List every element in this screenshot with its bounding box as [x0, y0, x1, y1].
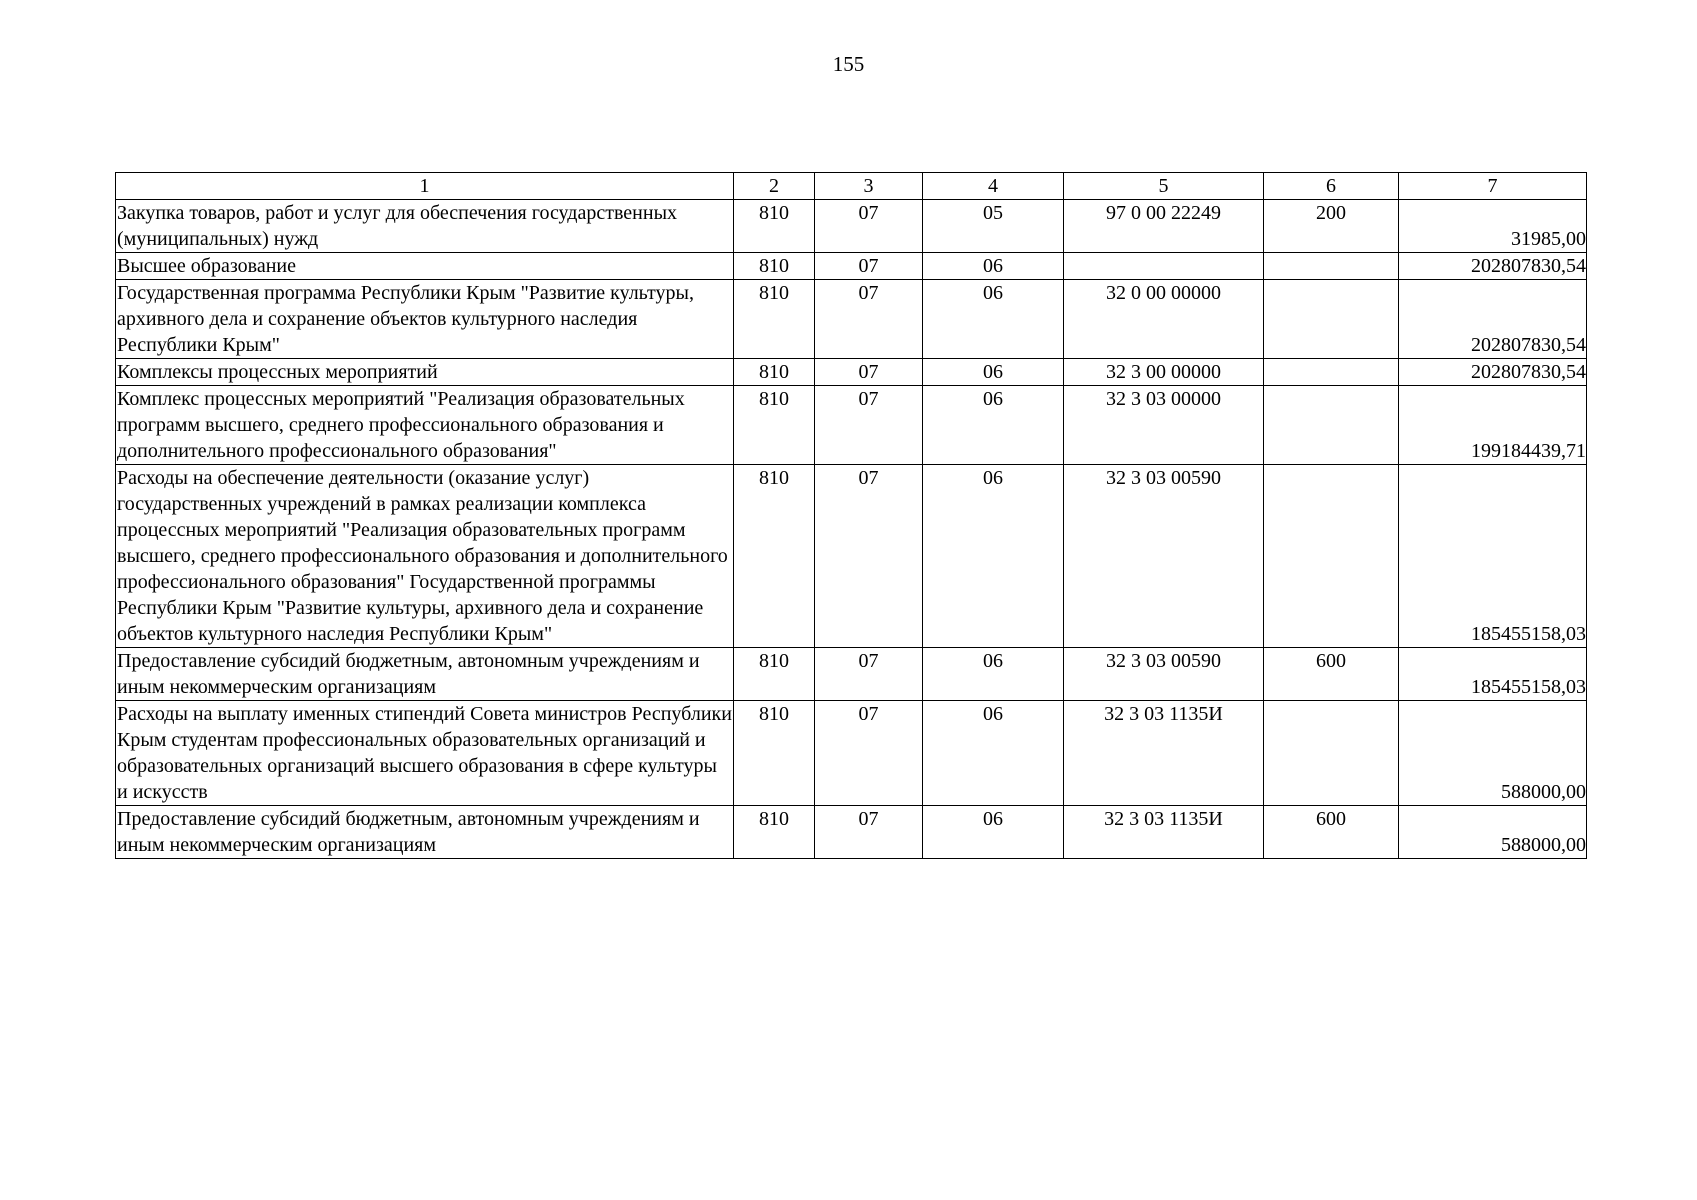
row-name: Расходы на выплату именных стипендий Совета министров Республики Крым студентам профессиональных образовательных организаций и образовательных организаций высшего образования в сфере культуры и искусств	[116, 701, 734, 806]
row-target-article: 97 0 00 22249	[1064, 200, 1264, 253]
row-subsection-code: 06	[923, 253, 1064, 280]
row-subsection-code: 06	[923, 280, 1064, 359]
row-section-code: 07	[815, 648, 923, 701]
table-row	[116, 386, 1587, 465]
row-section-code: 07	[815, 386, 923, 465]
row-target-article	[1064, 253, 1264, 280]
row-section-code: 07	[815, 200, 923, 253]
row-amount: 185455158,03	[1399, 648, 1587, 701]
row-section-code: 07	[815, 806, 923, 859]
row-subsection-code: 06	[923, 465, 1064, 648]
row-target-article: 32 3 03 00590	[1064, 648, 1264, 701]
row-amount: 588000,00	[1399, 701, 1587, 806]
header-cell: 2	[734, 173, 815, 200]
row-subsection-code: 06	[923, 386, 1064, 465]
row-expense-type	[1264, 280, 1399, 359]
row-ministry-code: 810	[734, 280, 815, 359]
row-name: Комплекс процессных мероприятий "Реализация образовательных программ высшего, среднего профессионального образования и дополнительного профессионального образования"	[116, 386, 734, 465]
row-name: Государственная программа Республики Крым "Развитие культуры, архивного дела и сохранение объектов культурного наследия Республики Крым"	[116, 280, 734, 359]
row-subsection-code: 06	[923, 701, 1064, 806]
row-subsection-code: 06	[923, 359, 1064, 386]
row-amount: 202807830,54	[1399, 253, 1587, 280]
row-ministry-code: 810	[734, 465, 815, 648]
row-subsection-code: 05	[923, 200, 1064, 253]
table-header-row	[116, 173, 1587, 200]
table-row	[116, 359, 1587, 386]
row-ministry-code: 810	[734, 806, 815, 859]
table-row	[116, 280, 1587, 359]
row-expense-type	[1264, 359, 1399, 386]
row-expense-type	[1264, 253, 1399, 280]
row-section-code: 07	[815, 359, 923, 386]
row-ministry-code: 810	[734, 648, 815, 701]
row-subsection-code: 06	[923, 806, 1064, 859]
row-expense-type	[1264, 386, 1399, 465]
row-amount: 202807830,54	[1399, 359, 1587, 386]
row-name: Закупка товаров, работ и услуг для обеспечения государственных (муниципальных) нужд	[116, 200, 734, 253]
row-target-article: 32 3 03 00000	[1064, 386, 1264, 465]
row-ministry-code: 810	[734, 701, 815, 806]
table-row	[116, 806, 1587, 859]
row-amount: 31985,00	[1399, 200, 1587, 253]
header-cell: 1	[116, 173, 734, 200]
row-subsection-code: 06	[923, 648, 1064, 701]
header-cell: 6	[1264, 173, 1399, 200]
table-row	[116, 253, 1587, 280]
row-expense-type: 600	[1264, 806, 1399, 859]
row-amount: 588000,00	[1399, 806, 1587, 859]
row-section-code: 07	[815, 465, 923, 648]
row-amount: 199184439,71	[1399, 386, 1587, 465]
row-section-code: 07	[815, 280, 923, 359]
header-cell: 5	[1064, 173, 1264, 200]
row-ministry-code: 810	[734, 359, 815, 386]
row-expense-type: 600	[1264, 648, 1399, 701]
table-row	[116, 648, 1587, 701]
row-name: Комплексы процессных мероприятий	[116, 359, 734, 386]
header-cell: 4	[923, 173, 1064, 200]
row-target-article: 32 3 03 1135И	[1064, 806, 1264, 859]
row-ministry-code: 810	[734, 200, 815, 253]
row-section-code: 07	[815, 253, 923, 280]
row-target-article: 32 3 00 00000	[1064, 359, 1264, 386]
table-row	[116, 701, 1587, 806]
row-target-article: 32 3 03 00590	[1064, 465, 1264, 648]
row-target-article: 32 3 03 1135И	[1064, 701, 1264, 806]
header-cell: 7	[1399, 173, 1587, 200]
row-expense-type	[1264, 465, 1399, 648]
row-name: Высшее образование	[116, 253, 734, 280]
row-expense-type	[1264, 701, 1399, 806]
row-ministry-code: 810	[734, 386, 815, 465]
table-row	[116, 200, 1587, 253]
row-name: Предоставление субсидий бюджетным, автономным учреждениям и иным некоммерческим организациям	[116, 806, 734, 859]
row-amount: 185455158,03	[1399, 465, 1587, 648]
row-name: Предоставление субсидий бюджетным, автономным учреждениям и иным некоммерческим организациям	[116, 648, 734, 701]
header-cell: 3	[815, 173, 923, 200]
row-amount: 202807830,54	[1399, 280, 1587, 359]
row-ministry-code: 810	[734, 253, 815, 280]
page-number: 155	[832, 52, 865, 76]
row-section-code: 07	[815, 701, 923, 806]
budget-table	[115, 172, 1587, 859]
row-target-article: 32 0 00 00000	[1064, 280, 1264, 359]
row-expense-type: 200	[1264, 200, 1399, 253]
table-row	[116, 465, 1587, 648]
row-name: Расходы на обеспечение деятельности (оказание услуг) государственных учреждений в рамках реализации комплекса процессных мероприятий "Реализация образовательных программ высшего, среднего профессионального образования и дополнительного профессионального образования" Государственной программы Республики Крым "Развитие культуры, архивного дела и сохранение объектов культурного наследия Республики Крым"	[116, 465, 734, 648]
